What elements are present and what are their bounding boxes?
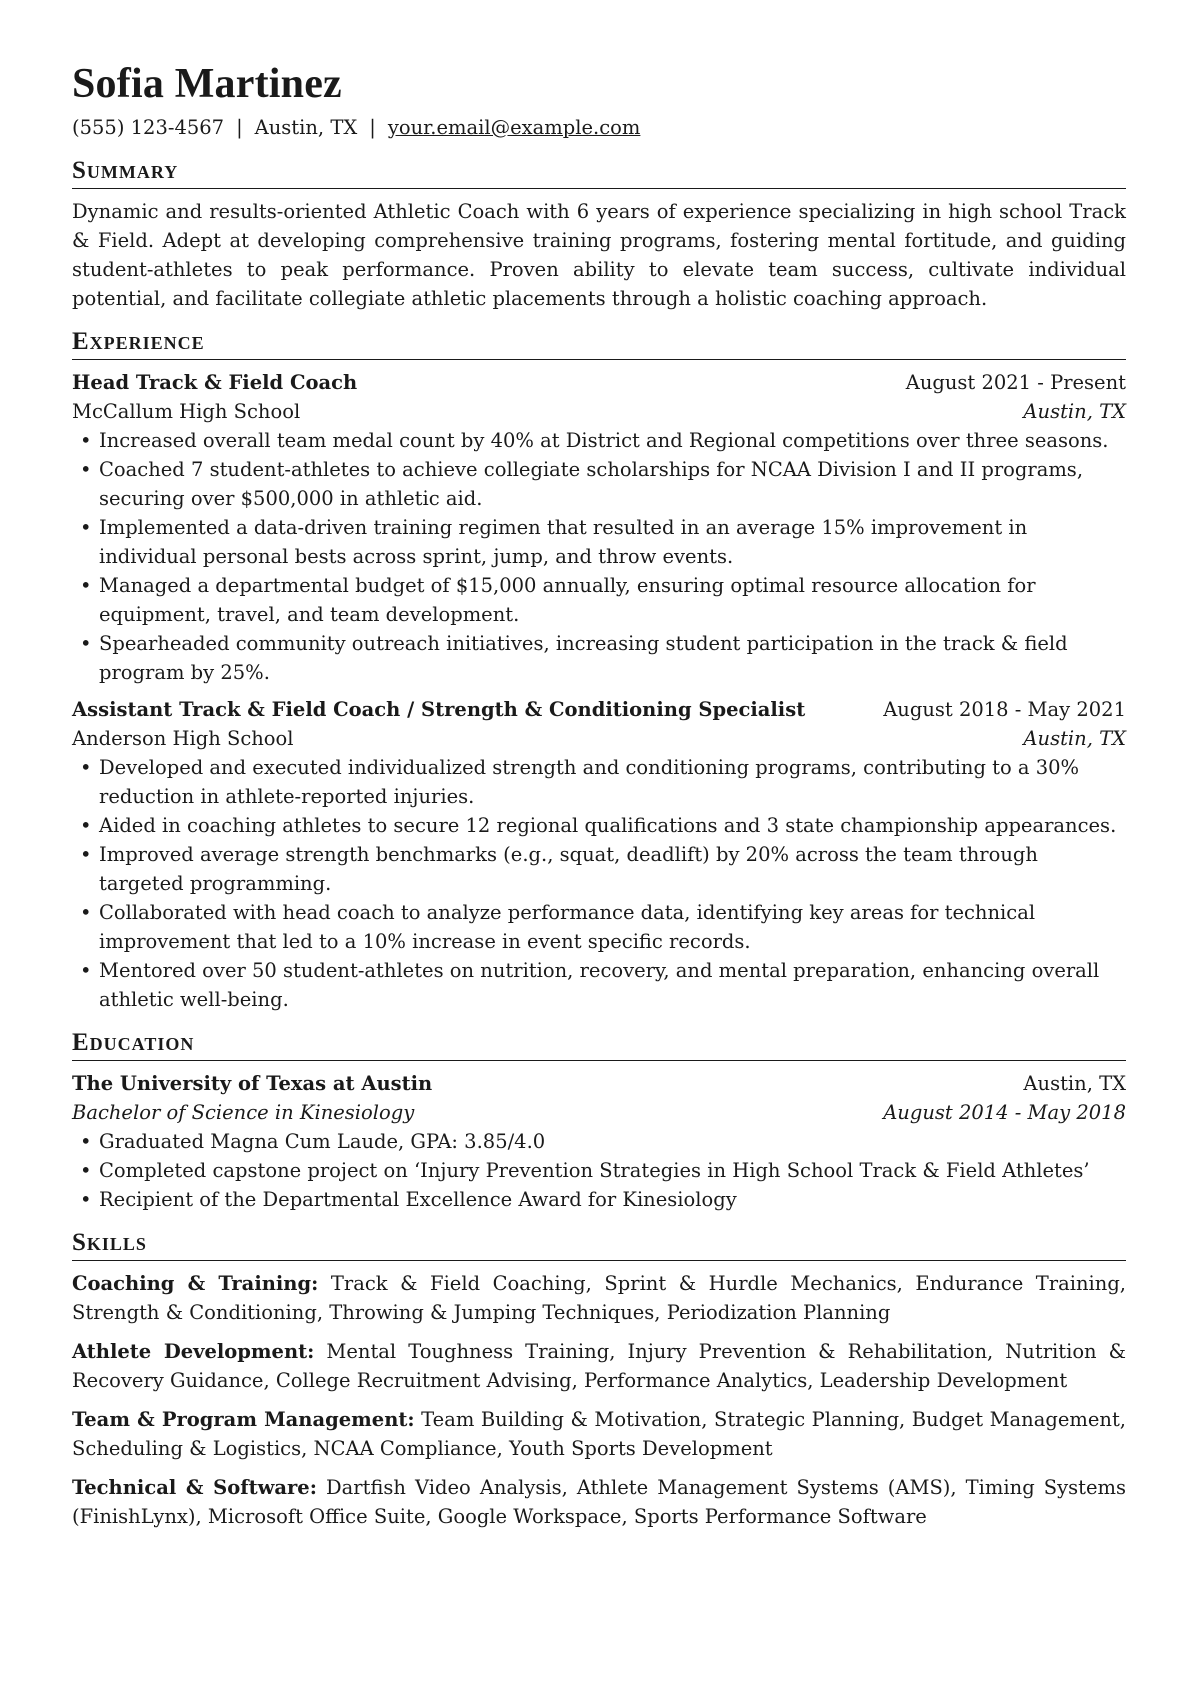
list-item: • Improved average strength benchmarks (e.g., squat, deadlift) by 20% across the team through targeted programming.	[72, 840, 1126, 898]
experience-section	[72, 327, 1126, 1014]
phone-number: (555) 123-4567	[72, 116, 225, 139]
education-bullets	[72, 1127, 1126, 1214]
list-item: • Graduated Magna Cum Laude, GPA: 3.85/4.0	[72, 1127, 1126, 1156]
job-entry	[72, 368, 1126, 687]
list-item: • Spearheaded community outreach initiatives, increasing student participation in the track & field program by 25%.	[72, 629, 1126, 687]
summary-text: Dynamic and results-oriented Athletic Coach with 6 years of experience specializing in high school Track & Field. Adept at developing comprehensive training programs, fostering mental fortitude, and guiding student-athletes to peak performance. Proven ability to elevate team success, cultivate individual potential, and facilitate collegiate athletic placements through a holistic coaching approach.	[72, 200, 1126, 310]
list-item: • Completed capstone project on ‘Injury Prevention Strategies in High School Track & Field Athletes’	[72, 1156, 1126, 1185]
skill-group-label: Coaching & Training:	[72, 1272, 319, 1295]
skill-group-text: Team Building & Motivation, Strategic Planning, Budget Management, Scheduling & Logistics, NCAA Compliance, Youth Sports Development	[72, 1408, 1127, 1460]
job-location: Austin, TX	[1023, 400, 1126, 423]
list-item: • Increased overall team medal count by 40% at District and Regional competitions over three seasons.	[72, 426, 1126, 455]
skill-group	[72, 1473, 1126, 1531]
job-entry	[72, 695, 1126, 1014]
skill-group-label: Team & Program Management:	[72, 1408, 415, 1431]
job-organization: Anderson High School	[72, 727, 294, 750]
list-item: • Implemented a data-driven training regimen that resulted in an average 15% improvement in individual personal bests across sprint, jump, and throw events.	[72, 513, 1126, 571]
job-dates: August 2018 - May 2021	[883, 698, 1126, 721]
skill-group	[72, 1405, 1126, 1463]
list-item: • Collaborated with head coach to analyze performance data, identifying key areas for technical improvement that led to a 10% increase in event specific records.	[72, 898, 1126, 956]
location: Austin, TX	[254, 116, 358, 139]
education-dates: August 2014 - May 2018	[883, 1101, 1126, 1124]
list-item: • Recipient of the Departmental Excellence Award for Kinesiology	[72, 1185, 1126, 1214]
list-item: • Coached 7 student-athletes to achieve collegiate scholarships for NCAA Division I and II programs, securing over $500,000 in athletic aid.	[72, 455, 1126, 513]
summary-section	[72, 156, 1126, 313]
skill-group-label: Technical & Software:	[72, 1476, 317, 1499]
resume-page	[72, 58, 1126, 1531]
education-section	[72, 1028, 1126, 1214]
degree: Bachelor of Science in Kinesiology	[72, 1101, 415, 1124]
skill-group-text: Track & Field Coaching, Sprint & Hurdle Mechanics, Endurance Training, Strength & Conditioning, Throwing & Jumping Techniques, Periodization Planning	[72, 1272, 1127, 1324]
school-location: Austin, TX	[1023, 1072, 1126, 1095]
job-title: Assistant Track & Field Coach / Strength & Conditioning Specialist	[72, 698, 806, 721]
skill-group	[72, 1269, 1126, 1327]
list-item: • Mentored over 50 student-athletes on nutrition, recovery, and mental preparation, enhancing overall athletic well-being.	[72, 956, 1126, 1014]
job-organization: McCallum High School	[72, 400, 301, 423]
contact-line	[72, 114, 1126, 142]
candidate-name: Sofia Martinez	[72, 61, 342, 107]
contact-separator: |	[236, 116, 243, 139]
job-location: Austin, TX	[1023, 727, 1126, 750]
skills-section	[72, 1228, 1126, 1531]
list-item: • Managed a departmental budget of $15,000 annually, ensuring optimal resource allocation for equipment, travel, and team development.	[72, 571, 1126, 629]
section-title-experience: Experience	[72, 327, 1126, 360]
job-bullets	[72, 426, 1126, 687]
list-item: • Developed and executed individualized strength and conditioning programs, contributing to a 30% reduction in athlete-reported injuries.	[72, 753, 1126, 811]
section-title-summary: Summary	[72, 156, 1126, 189]
job-dates: August 2021 - Present	[905, 371, 1126, 394]
skill-group-label: Athlete Development:	[72, 1340, 315, 1363]
section-title-skills: Skills	[72, 1228, 1126, 1261]
email-link[interactable]: your.email@example.com	[387, 116, 641, 139]
job-title: Head Track & Field Coach	[72, 371, 358, 394]
contact-separator: |	[369, 116, 376, 139]
school-name: The University of Texas at Austin	[72, 1072, 433, 1095]
skill-group	[72, 1337, 1126, 1395]
list-item: • Aided in coaching athletes to secure 12 regional qualifications and 3 state championship appearances.	[72, 811, 1126, 840]
skill-group-text: Mental Toughness Training, Injury Prevention & Rehabilitation, Nutrition & Recovery Guidance, College Recruitment Advising, Performance Analytics, Leadership Development	[72, 1340, 1127, 1392]
job-bullets	[72, 753, 1126, 1014]
skill-group-text: Dartfish Video Analysis, Athlete Management Systems (AMS), Timing Systems (FinishLynx), Microsoft Office Suite, Google Workspace, Sports Performance Software	[72, 1476, 1126, 1528]
section-title-education: Education	[72, 1028, 1126, 1061]
